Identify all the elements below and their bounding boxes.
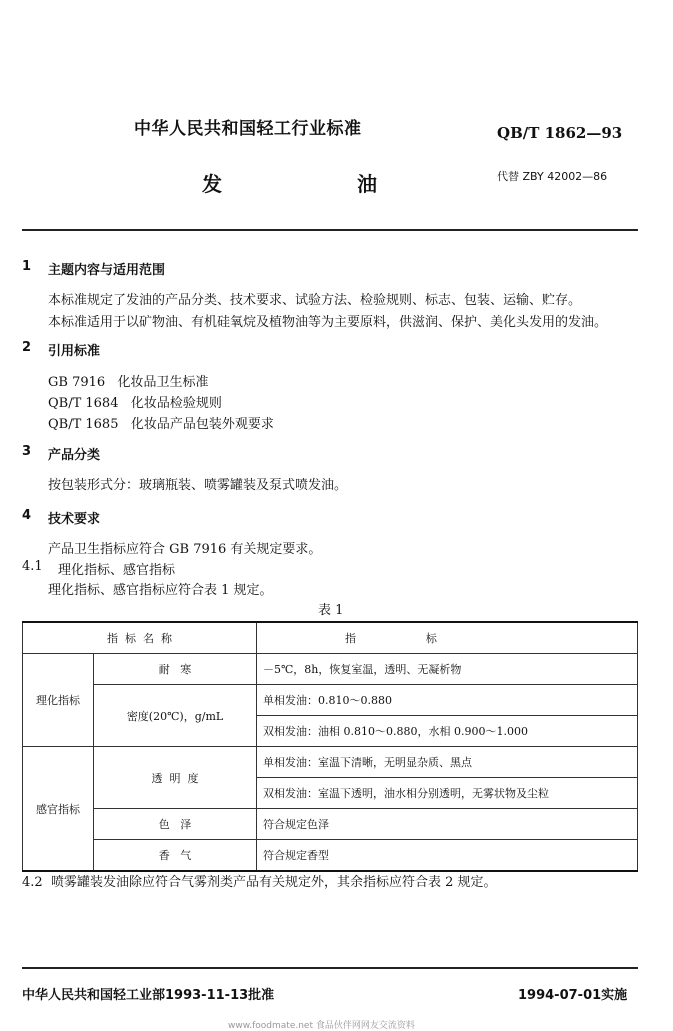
table-row — [23, 840, 638, 872]
header-rule — [22, 229, 638, 231]
header-indicator-name: 指 标 名 称 — [23, 622, 257, 654]
section-4-1-title: 理化指标、感官指标 — [58, 563, 176, 578]
table-row — [23, 685, 638, 716]
item-density: 密度(20℃)，g/mL — [94, 685, 257, 747]
value-density-single: 单相发油：0.810～0.880 — [257, 685, 638, 716]
header-indicator: 指 标 — [257, 622, 638, 654]
table-row — [23, 654, 638, 685]
section-4-para: 产品卫生指标应符合 GB 7916 有关规定要求。 — [48, 542, 322, 557]
implementation-date: 1994-07-01实施 — [518, 988, 628, 1003]
issuing-organization: 中华人民共和国轻工行业标准 — [134, 119, 362, 139]
section-1-title: 主题内容与适用范围 — [48, 263, 166, 278]
value-fragrance: 符合规定香型 — [257, 840, 638, 872]
approval-line: 中华人民共和国轻工业部1993-11-13批准 — [22, 988, 275, 1003]
value-color: 符合规定色泽 — [257, 809, 638, 840]
value-density-double: 双相发油：油相 0.810～0.880，水相 0.900～1.000 — [257, 716, 638, 747]
section-4-title: 技术要求 — [48, 512, 101, 527]
reference-item: QB/T 1684 化妆品检验规则 — [48, 396, 222, 411]
section-3-title: 产品分类 — [48, 448, 101, 463]
section-2-number: 2 — [22, 340, 32, 355]
table-1 — [22, 621, 638, 872]
value-transparency-double: 双相发油：室温下透明，油水相分别透明，无雾状物及尘粒 — [257, 778, 638, 809]
item-cold-resistance: 耐 寒 — [94, 654, 257, 685]
item-color: 色 泽 — [94, 809, 257, 840]
item-transparency: 透 明 度 — [94, 747, 257, 809]
section-4-1-para: 理化指标、感官指标应符合表 1 规定。 — [48, 583, 273, 598]
reference-item: GB 7916 化妆品卫生标准 — [48, 375, 209, 390]
standard-number: QB/T 1862—93 — [497, 124, 623, 142]
section-1-para-1: 本标准规定了发油的产品分类、技术要求、试验方法、检验规则、标志、包装、运输、贮存。 — [48, 293, 582, 308]
footer-rule — [22, 967, 638, 969]
section-3-para: 按包装形式分：玻璃瓶装、喷雾罐装及泵式喷发油。 — [48, 478, 348, 493]
watermark-text: www.foodmate.net 食品伙伴网网友交流资料 — [228, 1021, 415, 1031]
replaces-note: 代替 ZBY 42002—86 — [497, 170, 608, 183]
item-fragrance: 香 气 — [94, 840, 257, 872]
value-transparency-single: 单相发油：室温下清晰，无明显杂质、黑点 — [257, 747, 638, 778]
section-4-1-number: 4.1 — [22, 559, 43, 574]
section-4-number: 4 — [22, 508, 32, 523]
section-2-title: 引用标准 — [48, 344, 101, 359]
document-title: 发 油 — [202, 172, 441, 196]
category-physicochemical: 理化指标 — [23, 654, 94, 747]
category-sensory: 感官指标 — [23, 747, 94, 872]
section-4-2-para: 4.2 喷雾罐装发油除应符合气雾剂类产品有关规定外，其余指标应符合表 2 规定。 — [22, 875, 497, 890]
value-cold-resistance: －5℃，8h，恢复室温，透明、无凝析物 — [257, 654, 638, 685]
section-1-para-2: 本标准适用于以矿物油、有机硅氧烷及植物油等为主要原料，供滋润、保护、美化头发用的发油。 — [48, 315, 608, 330]
section-3-number: 3 — [22, 444, 32, 459]
table-row — [23, 747, 638, 778]
section-1-number: 1 — [22, 259, 32, 274]
table-caption: 表 1 — [318, 603, 344, 618]
table-row — [23, 809, 638, 840]
reference-item: QB/T 1685 化妆品产品包装外观要求 — [48, 417, 274, 432]
table-header-row — [23, 622, 638, 654]
